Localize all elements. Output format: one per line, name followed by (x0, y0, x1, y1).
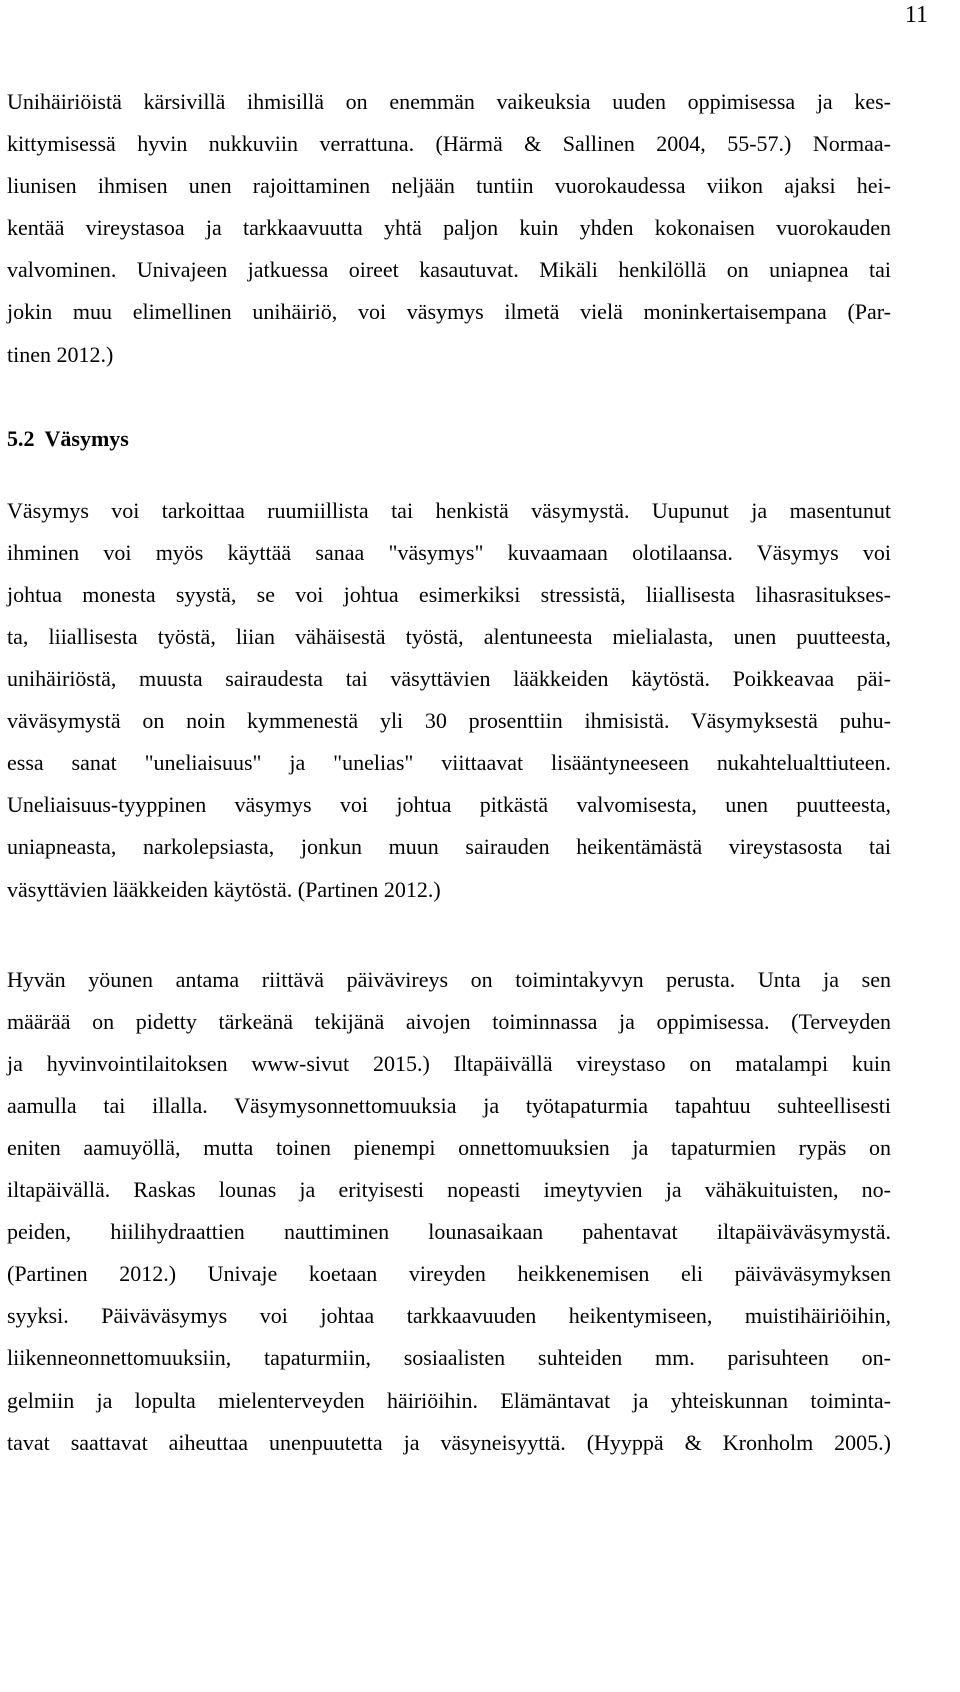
text-line: jokin muu elimellinen unihäiriö, voi väsymys ilmetä vielä moninkertaisempana (Par- (7, 299, 891, 325)
text-line: syyksi. Päiväväsymys voi johtaa tarkkaavuuden heikentymiseen, muistihäiriöihin, (7, 1303, 891, 1329)
text-line: aamulla tai illalla. Väsymysonnettomuuksia ja työtapaturmia tapahtuu suhteellisesti (7, 1092, 891, 1118)
text-line: tinen 2012.) (7, 341, 114, 367)
paragraph-sleep-disorders (7, 81, 891, 376)
text-line: Unihäiriöistä kärsivillä ihmisillä on enemmän vaikeuksia uuden oppimisessa ja kes- (7, 89, 891, 114)
paragraph-daytime-alertness (7, 959, 891, 1464)
text-line: Uneliaisuus-tyyppinen väsymys voi johtua pitkästä valvomisesta, unen puutteesta, (7, 792, 891, 818)
text-line: ja hyvinvointilaitoksen www-sivut 2015.) Iltapäivällä vireystaso on matalampi kuin (7, 1050, 891, 1076)
text-line: Väsymys voi tarkoittaa ruumiillista tai henkistä väsymystä. Uupunut ja masentunut (7, 497, 891, 523)
text-line: tavat saattavat aiheuttaa unenpuutetta ja väsyneisyyttä. (Hyyppä & Kronholm 2005.) (7, 1429, 891, 1455)
text-line: unihäiriöstä, muusta sairaudesta tai väsyttävien lääkkeiden käytöstä. Poikkeavaa päi- (7, 666, 891, 692)
text-line: valvominen. Univajeen jatkuessa oireet kasautuvat. Mikäli henkilöllä on uniapnea tai (7, 257, 891, 283)
text-line: gelmiin ja lopulta mielenterveyden häiriöihin. Elämäntavat ja yhteiskunnan toiminta- (7, 1387, 891, 1413)
text-line: ta, liiallisesta työstä, liian vähäisestä työstä, alentuneesta mielialasta, unen puutteesta, (7, 623, 891, 649)
text-line: liunisen ihmisen unen rajoittaminen neljään tuntiin vuorokaudessa viikon ajaksi hei- (7, 173, 891, 199)
text-line: essa sanat "uneliaisuus" ja "unelias" viittaavat lisääntyneeseen nukahtelualttiuteen. (7, 750, 891, 776)
text-line: (Partinen 2012.) Univaje koetaan vireyden heikkenemisen eli päiväväsymyksen (7, 1261, 891, 1287)
text-line: johtua monesta syystä, se voi johtua esimerkiksi stressistä, liiallisesta lihasrasitukses- (7, 581, 891, 607)
section-heading (7, 424, 891, 454)
text-line: ihminen voi myös käyttää sanaa "väsymys" kuvaamaan olotilaansa. Väsymys voi (7, 539, 891, 565)
paragraph-fatigue (7, 490, 891, 911)
text-line: kentää vireystasoa ja tarkkaavuutta yhtä paljon kuin yhden kokonaisen vuorokauden (7, 215, 891, 241)
text-line: eniten aamuyöllä, mutta toinen pienempi onnettomuuksien ja tapaturmien rypäs on (7, 1134, 891, 1160)
section-number: 5.2 (7, 425, 35, 451)
text-line: peiden, hiilihydraattien nauttiminen lounasaikaan pahentavat iltapäiväväsymystä. (7, 1219, 891, 1245)
text-line: liikenneonnettomuuksiin, tapaturmiin, sosiaalisten suhteiden mm. parisuhteen on- (7, 1345, 891, 1371)
section-title: Väsymys (44, 425, 129, 451)
text-line: väväsymystä on noin kymmenestä yli 30 prosenttiin ihmisistä. Väsymyksestä puhu- (7, 708, 891, 734)
document-body (7, 81, 891, 1464)
text-line: iltapäivällä. Raskas lounas ja erityisesti nopeasti imeytyvien ja vähäkuituisten, no- (7, 1177, 891, 1203)
page-number: 11 (904, 2, 928, 28)
text-line: väsyttävien lääkkeiden käytöstä. (Partinen 2012.) (7, 876, 441, 902)
text-line: Hyvän yöunen antama riittävä päivävireys on toimintakyvyn perusta. Unta ja sen (7, 966, 891, 992)
text-line: määrää on pidetty tärkeänä tekijänä aivojen toiminnassa ja oppimisessa. (Terveyden (7, 1008, 891, 1034)
text-line: uniapneasta, narkolepsiasta, jonkun muun sairauden heikentämästä vireystasosta tai (7, 834, 891, 860)
text-line: kittymisessä hyvin nukkuviin verrattuna. (Härmä & Sallinen 2004, 55-57.) Normaa- (7, 131, 891, 157)
